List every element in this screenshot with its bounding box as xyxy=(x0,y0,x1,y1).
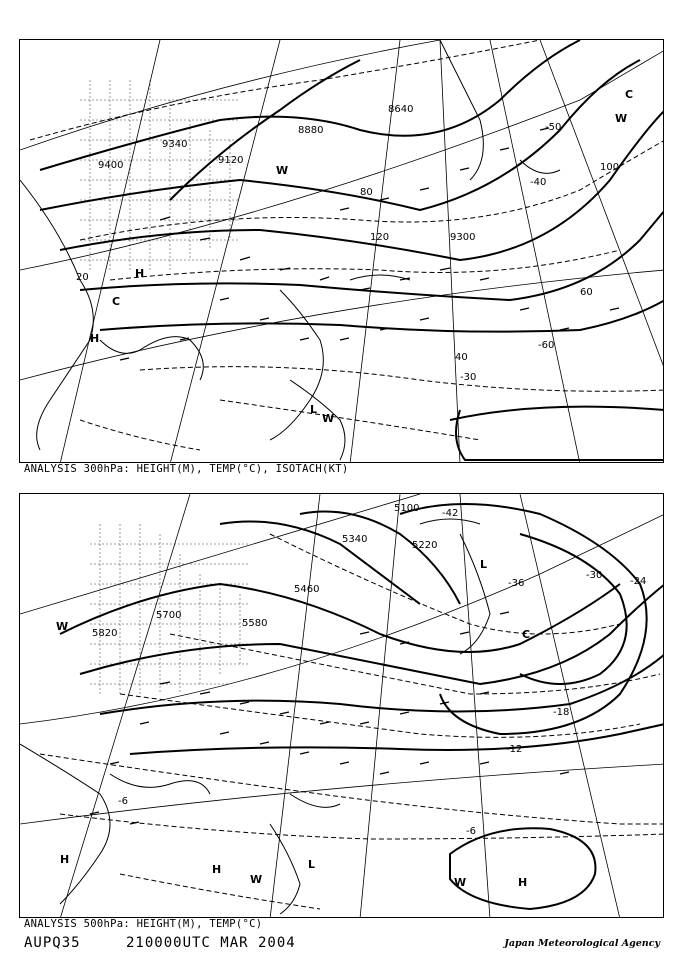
height-label: 9400 xyxy=(98,160,124,171)
temp-label: -6 xyxy=(466,826,476,837)
height-contours xyxy=(40,40,664,460)
height-label: 8640 xyxy=(388,104,414,115)
caption-300hpa: ANALYSIS 300hPa: HEIGHT(M), TEMP(°C), ISOTACH(KT) xyxy=(24,463,349,475)
temp-label: -36 xyxy=(508,578,525,589)
graticule xyxy=(20,494,664,918)
chart-300hpa xyxy=(19,39,664,463)
height-label: 5460 xyxy=(294,584,320,595)
symbol-label: H xyxy=(135,267,145,280)
isotach-label: 20 xyxy=(76,272,89,283)
temp-label: -30 xyxy=(460,372,477,383)
coastlines xyxy=(20,519,490,914)
temp-label: -60 xyxy=(538,340,555,351)
temp-label: -12 xyxy=(506,744,523,755)
symbol-label: C xyxy=(522,628,531,641)
height-label: 9300 xyxy=(450,232,476,243)
symbol-label: C xyxy=(625,88,634,101)
height-label: 8880 xyxy=(298,125,324,136)
height-labels xyxy=(92,503,437,639)
isotach-label: 40 xyxy=(455,352,468,363)
height-label: 5580 xyxy=(242,618,268,629)
chart-500hpa xyxy=(19,493,664,918)
symbol-label: H xyxy=(212,863,222,876)
caption-500hpa: ANALYSIS 500hPa: HEIGHT(M), TEMP(°C) xyxy=(24,918,263,930)
symbol-label: W xyxy=(454,876,467,889)
height-label: 5100 xyxy=(394,503,420,514)
temp-label: -6 xyxy=(118,796,128,807)
temp-label: -40 xyxy=(530,177,547,188)
temp-label: -30 xyxy=(586,570,603,581)
isotherms xyxy=(40,534,664,909)
symbol-label: W xyxy=(250,873,263,886)
agency-credit: Japan Meteorological Agency xyxy=(504,938,660,949)
map-500hpa xyxy=(20,494,664,918)
symbol-label: W xyxy=(276,164,289,177)
symbol-label: W xyxy=(56,620,69,633)
symbol-label: L xyxy=(480,558,488,571)
symbol-label: H xyxy=(60,853,70,866)
symbol-label: W xyxy=(322,412,335,425)
height-label: 5340 xyxy=(342,534,368,545)
map-300hpa xyxy=(20,40,664,463)
height-label: 9340 xyxy=(162,139,188,150)
isotach-label: 80 xyxy=(360,187,373,198)
analysis-time: 210000UTC MAR 2004 xyxy=(126,935,296,951)
isotach-label: 120 xyxy=(370,232,390,243)
temp-label: -42 xyxy=(442,508,459,519)
chart-code: AUPQ35 xyxy=(24,935,81,951)
symbol-label: H xyxy=(90,332,100,345)
temp-label: -24 xyxy=(630,576,647,587)
terrain-hatch xyxy=(90,524,250,694)
temp-labels xyxy=(118,508,646,837)
symbol-label: H xyxy=(518,876,528,889)
height-contours xyxy=(60,504,664,909)
height-label: 5820 xyxy=(92,628,118,639)
symbol-label: L xyxy=(308,858,316,871)
temp-label: -50 xyxy=(545,122,562,133)
height-label: 5700 xyxy=(156,610,182,621)
height-label: 5220 xyxy=(412,540,438,551)
temp-label: -18 xyxy=(553,707,570,718)
station-plots xyxy=(90,612,569,824)
symbol-label: C xyxy=(112,295,121,308)
isotach-label: 100 xyxy=(600,162,620,173)
isotachs xyxy=(30,40,664,450)
symbol-label: L xyxy=(310,403,318,416)
graticule xyxy=(20,40,664,463)
temp-labels xyxy=(460,122,561,383)
symbol-label: W xyxy=(615,112,628,125)
isotach-label: 60 xyxy=(580,287,593,298)
height-label: 9120 xyxy=(218,155,244,166)
